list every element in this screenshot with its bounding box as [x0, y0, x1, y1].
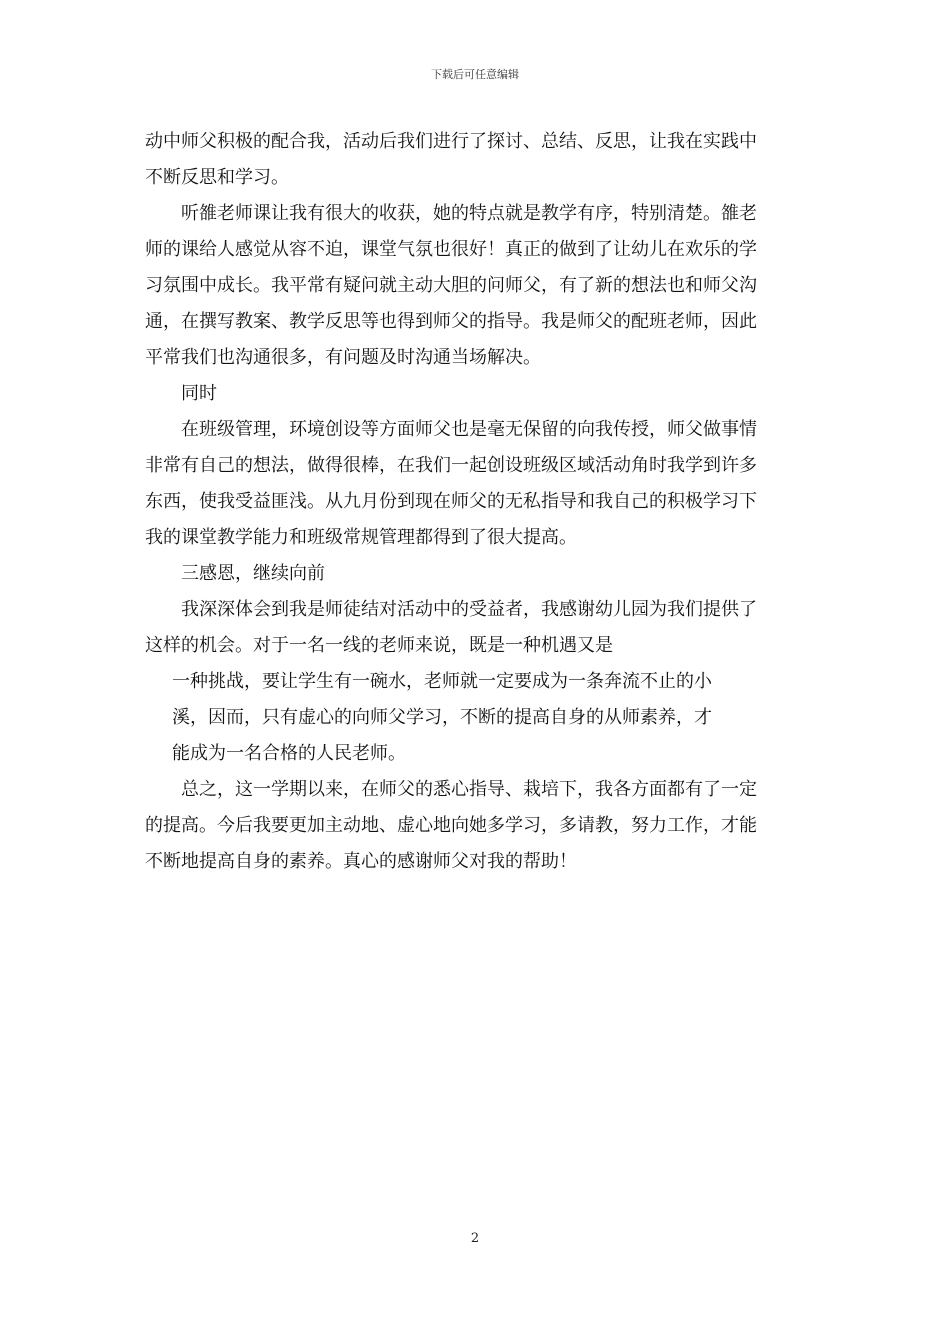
text-line: 不断反思和学习。	[145, 167, 289, 188]
paragraph-start-line: 总之，这一学期以来，在师父的悉心指导、栽培下，我各方面都有了一定	[181, 779, 757, 800]
text-line: 非常有自己的想法，做得很棒，在我们一起创设班级区域活动角时我学到许多	[145, 455, 757, 476]
text-line: 通，在撰写教案、教学反思等也得到师父的指导。我是师父的配班老师，因此	[145, 311, 757, 332]
paragraph-start-line: 听雒老师课让我有很大的收获，她的特点就是教学有序，特别清楚。雒老	[181, 203, 757, 224]
text-line: 能成为一名合格的人民老师。	[172, 743, 406, 764]
text-line: 平常我们也沟通很多，有问题及时沟通当场解决。	[145, 347, 541, 368]
page-number: 2	[470, 1231, 480, 1246]
text-line: 这样的机会。对于一名一线的老师来说，既是一种机遇又是	[145, 635, 613, 656]
text-line: 溪，因而，只有虚心的向师父学习，不断的提高自身的从师素养，才	[172, 707, 712, 728]
text-line: 动中师父积极的配合我，活动后我们进行了探讨、总结、反思，让我在实践中	[145, 131, 757, 152]
paragraph-start-line: 在班级管理，环境创设等方面师父也是毫无保留的向我传授，师父做事情	[181, 419, 757, 440]
text-line: 一种挑战，要让学生有一碗水，老师就一定要成为一条奔流不止的小	[172, 671, 712, 692]
text-line: 的提高。今后我要更加主动地、虚心地向她多学习，多请教，努力工作，才能	[145, 815, 757, 836]
text-line: 我的课堂教学能力和班级常规管理都得到了很大提高。	[145, 527, 577, 548]
text-line: 习氛围中成长。我平常有疑问就主动大胆的问师父，有了新的想法也和师父沟	[145, 275, 757, 296]
text-line: 师的课给人感觉从容不迫，课堂气氛也很好！真正的做到了让幼儿在欢乐的学	[145, 239, 757, 260]
paragraph-start-line: 同时	[181, 383, 217, 404]
text-line: 不断地提高自身的素养。真心的感谢师父对我的帮助！	[145, 851, 577, 872]
document-body	[145, 124, 815, 880]
paragraph-start-line: 我深深体会到我是师徒结对活动中的受益者，我感谢幼儿园为我们提供了	[181, 599, 757, 620]
text-line: 东西，使我受益匪浅。从九月份到现在师父的无私指导和我自己的积极学习下	[145, 491, 757, 512]
section-heading: 三感恩，继续向前	[181, 563, 325, 584]
page-header: 下载后可任意编辑	[431, 68, 519, 81]
